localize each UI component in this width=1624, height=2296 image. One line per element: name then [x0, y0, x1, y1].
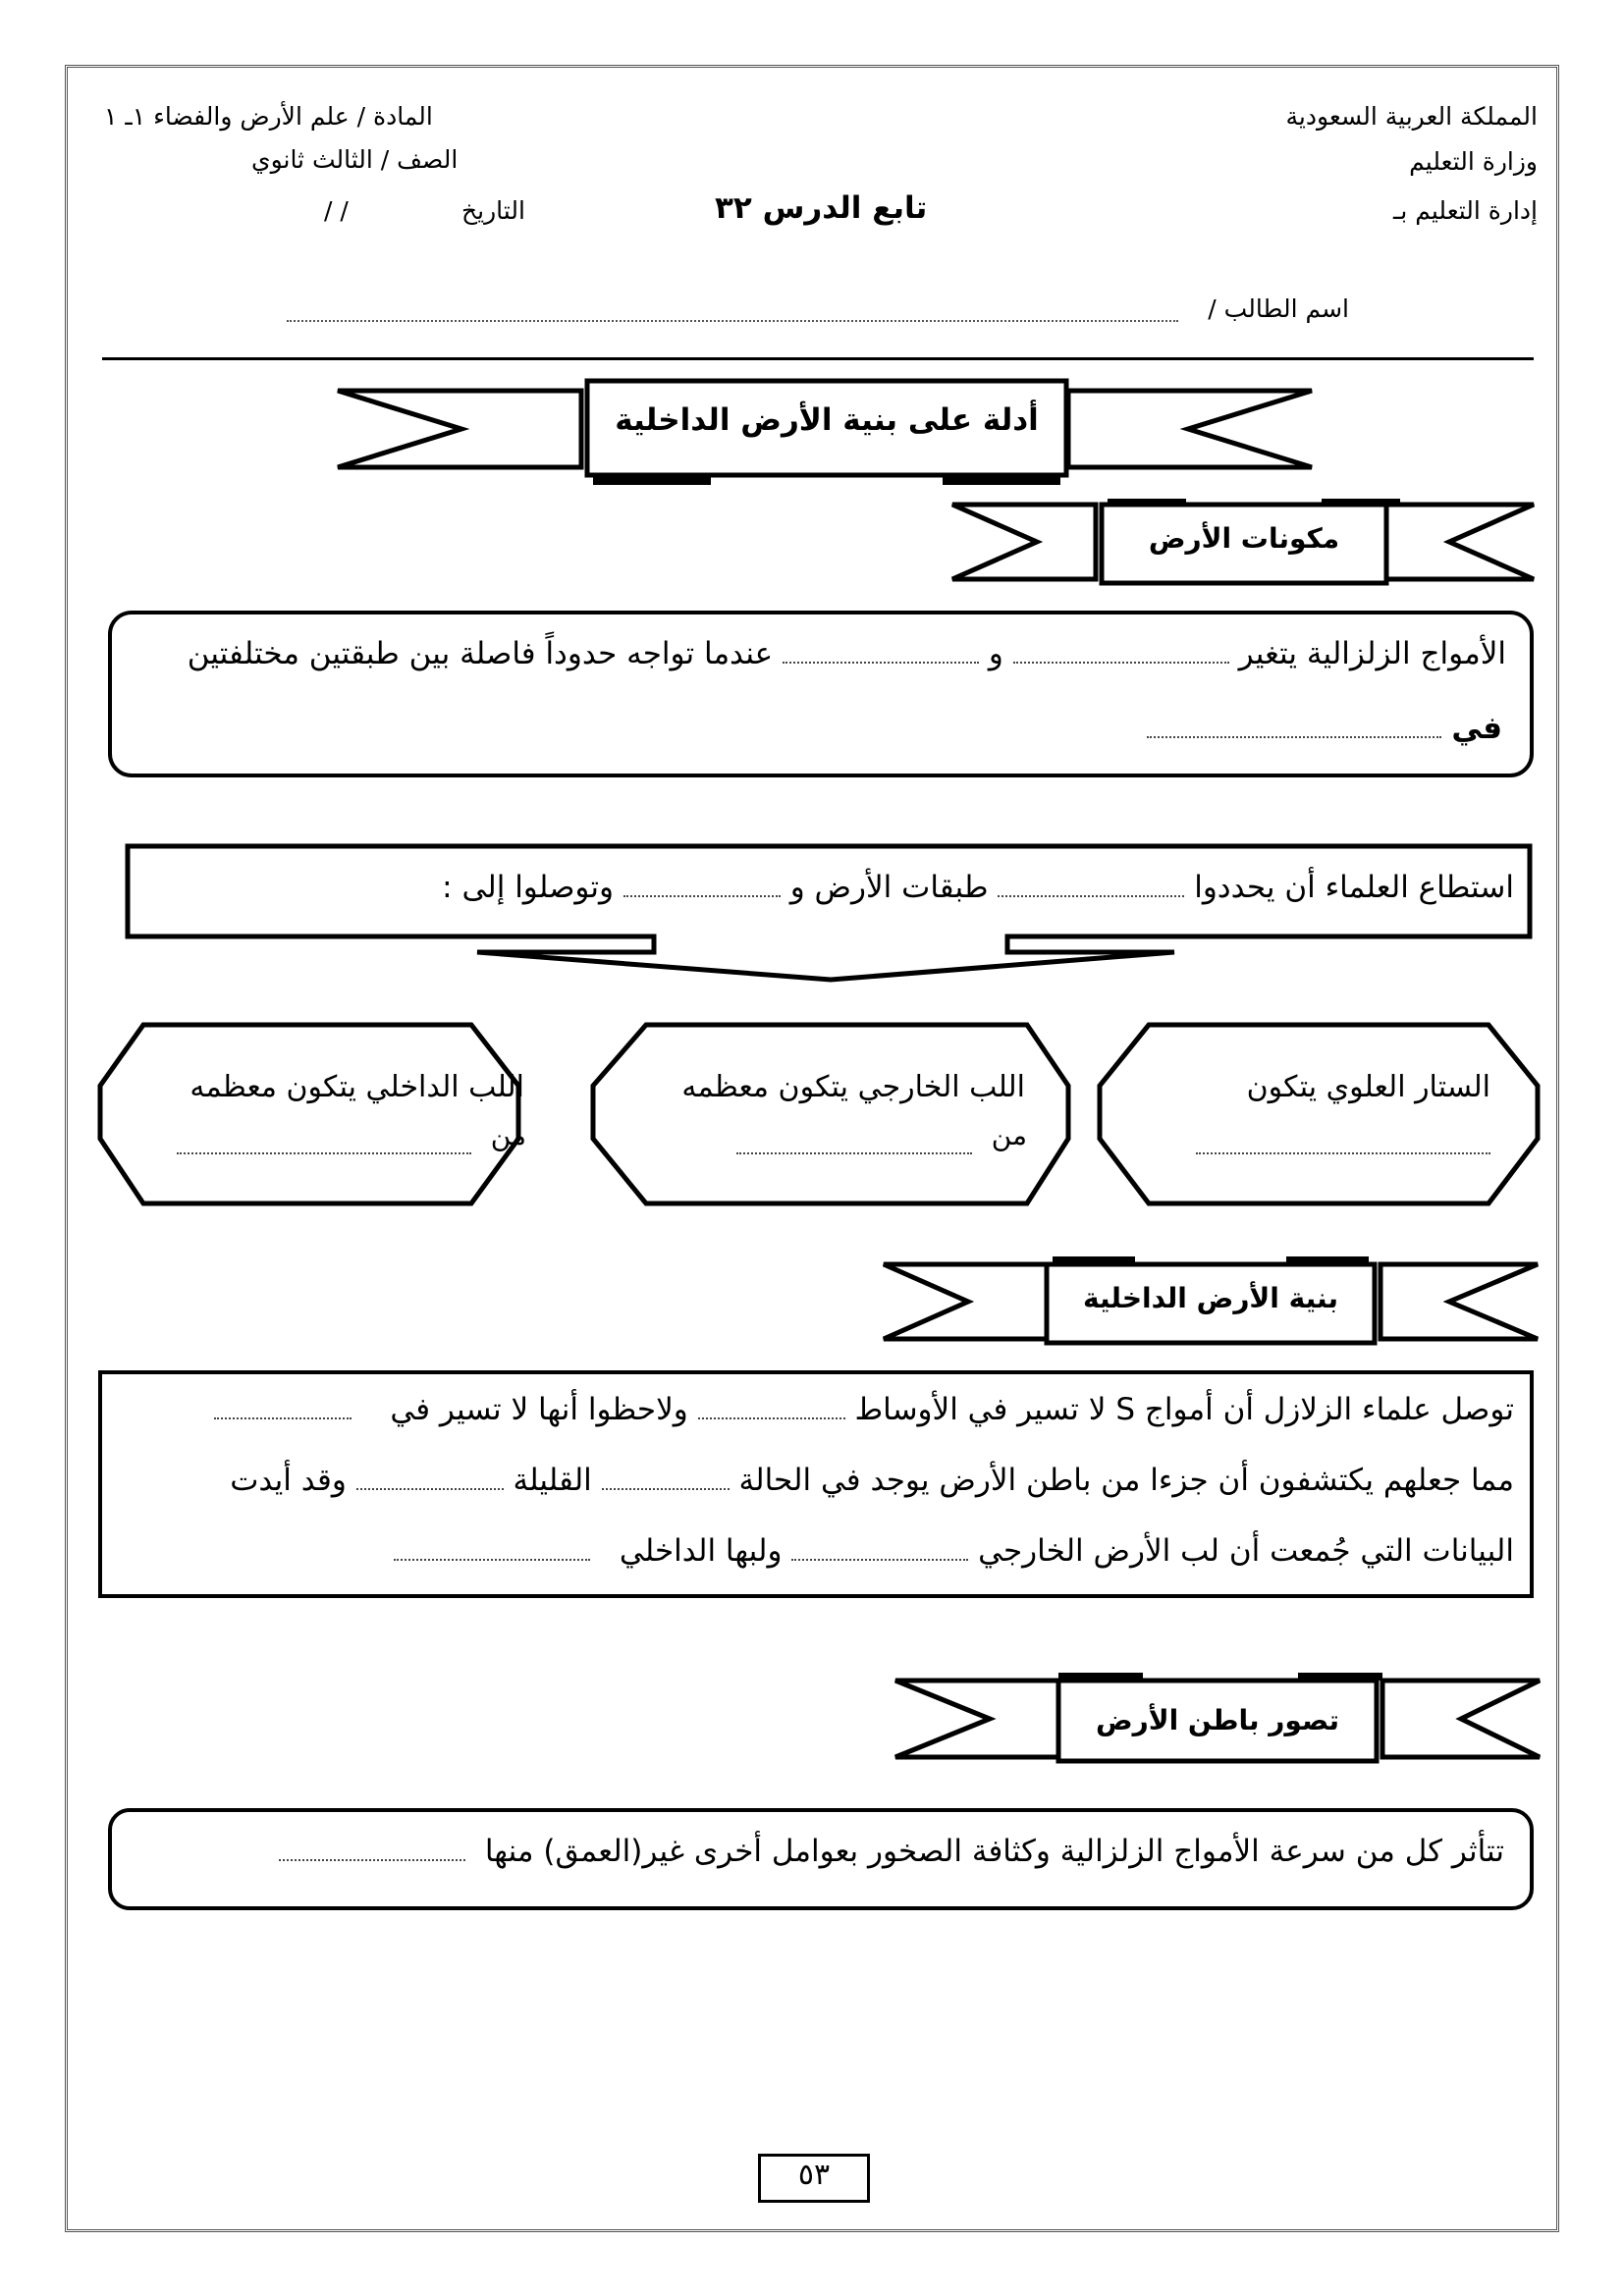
section2-line2: مما جعلهم يكتشفون أن جزءا من باطن الأرض يوجد في الحالة القليلة وقد أيدت — [230, 1462, 1514, 1498]
page-number: ٥٣ — [797, 2158, 831, 2192]
arrow-box — [124, 842, 1538, 989]
student-name-label: اسم الطالب / — [1208, 294, 1349, 323]
section3-title: تصور باطن الأرض — [1095, 1704, 1340, 1736]
subject-label: المادة / علم الأرض والفضاء ١ـ ١ — [104, 102, 433, 131]
layer-upper-mantle: الستار العلوي يتكون — [1246, 1070, 1490, 1104]
section2-line1: توصل علماء الزلازل أن أمواج S لا تسير في الأوساط ولاحظوا أنها لا تسير في — [214, 1390, 1514, 1427]
blank-field[interactable] — [791, 1531, 968, 1561]
section2-line3: البيانات التي جُمعت أن لب الأرض الخارجي ولبها الداخلي — [394, 1531, 1514, 1569]
section1-title: مكونات الأرض — [1148, 522, 1340, 555]
date-label: التاريخ — [461, 196, 525, 225]
blank-field[interactable] — [736, 1152, 972, 1154]
layer-inner-core: اللب الداخلي يتكون معظمه — [189, 1070, 524, 1104]
section2-title: بنية الأرض الداخلية — [1083, 1282, 1338, 1314]
lesson-title: تابع الدرس ٣٢ — [715, 190, 928, 226]
blank-field[interactable] — [623, 868, 781, 897]
blank-field[interactable] — [998, 868, 1184, 897]
blank-field[interactable] — [602, 1461, 730, 1490]
blank-field[interactable] — [177, 1152, 471, 1154]
section1-line1: الأمواج الزلزالية يتغير و عندما تواجه حدوداً فاصلة بين طبقتين مختلفتين — [187, 635, 1506, 671]
blank-field[interactable] — [394, 1531, 590, 1561]
header-divider — [102, 357, 1534, 360]
date-slashes: / / — [324, 196, 349, 225]
blank-field[interactable] — [279, 1832, 465, 1861]
blank-field[interactable] — [214, 1390, 352, 1419]
country-label: المملكة العربية السعودية — [1285, 102, 1538, 131]
section1-line2: في — [1147, 709, 1502, 746]
layer-outer-core-from: من — [991, 1119, 1027, 1151]
section3-text: تتأثر كل من سرعة الأمواج الزلزالية وكثافة الصخور بعوامل أخرى غير(العمق) منها — [279, 1832, 1504, 1869]
ministry-label: وزارة التعليم — [1409, 147, 1538, 176]
student-name-field[interactable] — [287, 320, 1178, 322]
blank-field[interactable] — [1147, 709, 1441, 738]
layer-inner-core-from: من — [490, 1119, 526, 1151]
blank-field[interactable] — [783, 634, 979, 664]
layer-outer-core: اللب الخارجي يتكون معظمه — [681, 1070, 1025, 1104]
grade-label: الصف / الثالث ثانوي — [251, 145, 459, 174]
blank-field[interactable] — [356, 1461, 504, 1490]
blank-field[interactable] — [698, 1390, 845, 1419]
blank-field[interactable] — [1013, 634, 1229, 664]
arrow-box-text: استطاع العلماء أن يحددوا طبقات الأرض و وتوصلوا إلى : — [442, 869, 1514, 905]
layers-octagons — [94, 1017, 1547, 1213]
department-label: إدارة التعليم بـ — [1393, 196, 1538, 225]
main-title: أدلة على بنية الأرض الداخلية — [615, 402, 1039, 438]
blank-field[interactable] — [1196, 1152, 1490, 1154]
